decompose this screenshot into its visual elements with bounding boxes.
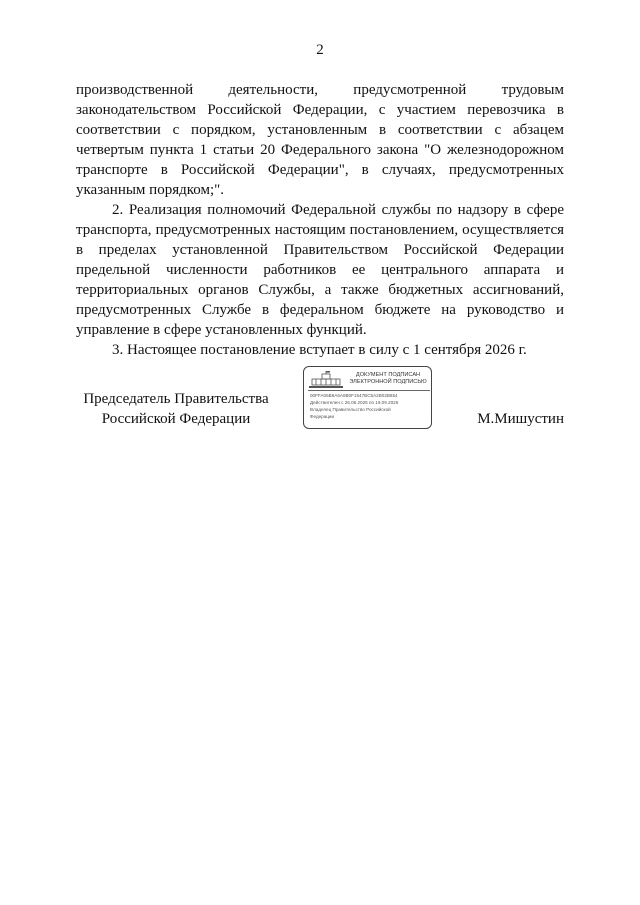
signatory-position: [76, 389, 276, 429]
government-building-icon: [308, 371, 344, 389]
stamp-title: [346, 372, 430, 386]
signatory-name: М.Мишустин: [477, 411, 564, 427]
stamp-title-line-1: ДОКУМЕНТ ПОДПИСАН: [355, 372, 421, 378]
paragraph-item-2: 2. Реализация полномочий Федеральной службы по надзору в сфере транспорта, предусмотренных настоящим постановлением, осуществляется в пределах установленной Правительством Российской Федерации предельной численности работников ее центрального аппарата и территориальных органов Службы, а также бюджетных ассигнований, предусмотренных Службе в федеральном бюджете на руководство и управление в сфере установленных функций.: [76, 202, 564, 338]
electronic-signature-stamp: [303, 366, 432, 429]
paragraph-continuation: производственной деятельности, предусмотренной трудовым законодательством Российской Федерации, с участием перевозчика в соответствии с порядком, установленным в соответствии с абзацем четвертым пункта 1 статьи 20 Федерального закона "О железнодорожном транспорте в Российской Федерации", в случаях, предусмотренных указанным порядком;".: [76, 82, 564, 198]
stamp-owner-line-2: Федерации: [310, 414, 335, 419]
stamp-certificate: 00FFA06B8A5A6B0F1547BC5A2B02B654: [310, 393, 398, 398]
stamp-validity: Действителен с 26.06.2025 по 19.09.2026: [310, 400, 399, 405]
document-body: [76, 80, 564, 360]
paragraph-item-3: 3. Настоящее постановление вступает в силу с 1 сентября 2026 г.: [112, 342, 527, 358]
signatory-position-line-2: Российской Федерации: [101, 411, 251, 427]
signatory-position-line-1: Председатель Правительства: [83, 391, 269, 407]
stamp-title-line-2: ЭЛЕКТРОННОЙ ПОДПИСЬЮ: [349, 379, 427, 385]
stamp-owner-line-1: Владелец Правительство Российской: [310, 407, 391, 412]
page-number: 2: [316, 42, 324, 58]
stamp-details: [310, 392, 430, 420]
stamp-divider: [308, 390, 430, 391]
